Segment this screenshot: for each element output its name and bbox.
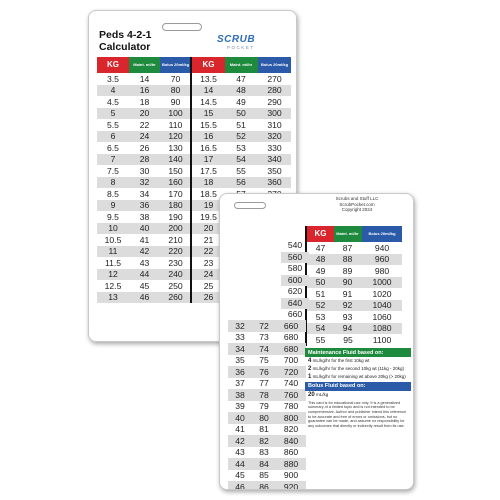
maint-cell: 79: [259, 401, 269, 412]
copyright: Copyright 2024: [341, 207, 373, 212]
kg-cell: 13: [97, 292, 129, 304]
kg-cell: 5.5: [107, 119, 119, 130]
maint-cell: 42: [129, 246, 160, 258]
bolus-cell: 740: [283, 378, 299, 389]
kg-cell: 50: [306, 277, 334, 289]
bolus-cell: 100: [160, 108, 191, 120]
kg-cell: 55: [306, 334, 334, 346]
table-row: [97, 269, 191, 281]
maint-cell: 53: [236, 142, 246, 153]
maintenance-rate: 2: [308, 366, 312, 373]
maint-cell: 51: [236, 119, 246, 130]
kg-cell: 12: [97, 269, 129, 281]
maint-cell: 16: [129, 85, 160, 97]
kg-header: KG: [191, 57, 225, 73]
table-row: [306, 242, 402, 254]
partial-bolus-value: 560: [281, 252, 309, 264]
bolus-cell: 320: [258, 131, 291, 143]
maint-header: Maint. ml/hr: [129, 57, 160, 73]
title-line-2: Calculator: [99, 41, 151, 53]
bolus-cell: 800: [276, 412, 306, 424]
kg-cell: 20: [191, 223, 225, 235]
bolus-cell: 130: [168, 142, 183, 153]
company-website: ScrubPocket.com: [339, 201, 375, 207]
kg-cell: 23: [191, 257, 225, 269]
maint-cell: 94: [334, 323, 362, 335]
table-row: [306, 254, 402, 266]
table-row: [97, 257, 191, 269]
kg-cell: 19: [191, 200, 225, 212]
kg-cell: 53: [306, 311, 334, 323]
maintenance-rate: 1: [308, 374, 312, 381]
maint-header: Maint. ml/hr: [225, 57, 258, 73]
maintenance-header: Maintenance Fluid based on:: [305, 348, 411, 357]
scrub-pocket-logo: [217, 34, 263, 56]
maint-cell: 18: [139, 96, 150, 107]
table-row: [191, 154, 291, 166]
maint-cell: 55: [236, 165, 246, 176]
table-row: [97, 246, 191, 258]
maint-cell: 95: [343, 334, 353, 345]
kg-cell: 7: [97, 154, 129, 166]
kg-cell: 4.5: [107, 96, 119, 107]
table-row: [97, 142, 191, 154]
kg-cell: 9.5: [107, 211, 119, 222]
maint-cell: 30: [139, 165, 150, 176]
kg-cell: 26: [191, 292, 225, 304]
maintenance-line: [305, 357, 411, 365]
table-row: [97, 119, 191, 131]
company-name: Scrubs and Stuff LLC: [335, 196, 379, 201]
partial-bolus-value: 540: [287, 240, 303, 250]
bolus-cell: 80: [160, 85, 191, 97]
kg-cell: 18.5: [191, 188, 225, 200]
kg-cell: 18: [191, 177, 225, 189]
table-row: [97, 131, 191, 143]
bolus-cell: 980: [374, 265, 390, 276]
bolus-cell: 760: [276, 389, 306, 401]
maint-cell: 75: [259, 355, 269, 366]
maint-cell: 52: [225, 131, 258, 143]
bolus-cell: 170: [168, 188, 183, 199]
bolus-cell: 250: [168, 280, 183, 291]
logo-text: SCRUB: [217, 34, 256, 45]
bolus-cell: 290: [267, 96, 282, 107]
maint-cell: 41: [139, 234, 150, 245]
bolus-cell: 880: [276, 458, 306, 470]
kg-cell: 6: [97, 131, 129, 143]
bolus-unit: mL/kg: [315, 391, 329, 397]
bolus-cell: 700: [283, 355, 299, 366]
card-title: [99, 29, 152, 53]
maint-cell: 36: [129, 200, 160, 212]
bolus-cell: 1060: [372, 311, 392, 322]
table-row: [228, 401, 306, 413]
bolus-cell: 110: [168, 119, 183, 130]
kg-header: KG: [97, 57, 129, 73]
kg-cell: 44: [228, 458, 252, 470]
maint-cell: 84: [252, 458, 276, 470]
kg-cell: 4: [97, 85, 129, 97]
table-row: [97, 96, 191, 108]
table-row: [97, 108, 191, 120]
kg-cell: 8: [97, 177, 129, 189]
maint-cell: 83: [259, 447, 269, 458]
bolus-cell: 900: [283, 470, 299, 481]
maint-cell: 78: [252, 389, 276, 401]
kg-cell: 19.5: [191, 211, 225, 223]
maint-cell: 14: [139, 73, 150, 84]
maint-cell: 74: [252, 343, 276, 355]
kg-cell: 8.5: [107, 188, 119, 199]
table-row: [306, 288, 402, 300]
table-row: [97, 211, 191, 223]
kg-cell: 41: [235, 424, 245, 435]
kg-cell: 38: [228, 389, 252, 401]
kg-header: KG: [306, 226, 334, 242]
maintenance-text: mL/kg/hr for remaining wt above 20kg (> 20kg): [311, 374, 406, 380]
table-row: [191, 108, 291, 120]
maint-cell: 40: [129, 223, 160, 235]
maint-cell: 81: [259, 424, 269, 435]
maint-cell: 46: [129, 292, 160, 304]
bolus-cell: 210: [168, 234, 183, 245]
maint-cell: 32: [129, 177, 160, 189]
table-row: [306, 311, 402, 323]
bolus-cell: 1000: [362, 277, 402, 289]
kg-cell: 21: [191, 234, 225, 246]
kg-cell: 22: [191, 246, 225, 258]
bolus-cell: 1040: [362, 300, 402, 312]
kg-cell: 39: [235, 401, 245, 412]
kg-cell: 10: [97, 223, 129, 235]
table-row: [97, 234, 191, 246]
bolus-cell: 1020: [372, 288, 392, 299]
bolus-cell: 160: [160, 177, 191, 189]
maint-cell: 43: [139, 257, 150, 268]
bolus-cell: 140: [160, 154, 191, 166]
kg-cell: 15: [191, 108, 225, 120]
table-row: [191, 165, 291, 177]
table-row: [191, 73, 291, 85]
front-left-table: [97, 57, 191, 303]
bolus-cell: 660: [276, 320, 306, 332]
kg-cell: 16.5: [191, 142, 225, 154]
table-row: [228, 435, 306, 447]
kg-cell: 24: [191, 269, 225, 281]
kg-cell: 40: [228, 412, 252, 424]
maint-cell: 88: [334, 254, 362, 266]
partial-bolus-value: 600: [281, 275, 309, 287]
logo-subtext: POCKET: [227, 45, 255, 50]
maint-cell: 28: [129, 154, 160, 166]
table-row: [228, 424, 306, 436]
maint-cell: 48: [225, 85, 258, 97]
lanyard-slot: [162, 23, 202, 31]
table-row: [191, 85, 291, 97]
table-row: [228, 481, 306, 490]
table-row: [228, 389, 306, 401]
table-row: [228, 458, 306, 470]
table-row: [228, 447, 306, 459]
kg-cell: 54: [306, 323, 334, 335]
bolus-cell: 330: [267, 142, 282, 153]
maint-cell: 82: [252, 435, 276, 447]
maint-cell: 45: [139, 280, 150, 291]
kg-cell: 17: [191, 154, 225, 166]
maint-cell: 24: [129, 131, 160, 143]
maint-cell: 34: [139, 188, 150, 199]
bolus-cell: 270: [267, 73, 282, 84]
maint-cell: 91: [342, 288, 353, 299]
bolus-cell: 720: [276, 366, 306, 378]
bolus-cell: 180: [160, 200, 191, 212]
table-row: [228, 355, 306, 367]
maint-cell: 93: [342, 311, 353, 322]
maint-cell: 77: [259, 378, 269, 389]
maint-cell: 73: [259, 332, 269, 343]
bolus-cell: 280: [258, 85, 291, 97]
maint-cell: 72: [252, 320, 276, 332]
maint-cell: 47: [236, 73, 246, 84]
company-info: [307, 196, 407, 213]
bolus-cell: 220: [160, 246, 191, 258]
table-row: [306, 334, 402, 346]
table-row: [228, 470, 306, 482]
bolus-cell: 780: [283, 401, 299, 412]
kg-cell: 14: [191, 85, 225, 97]
maint-cell: 89: [342, 265, 353, 276]
maint-cell: 44: [129, 269, 160, 281]
maintenance-line: [305, 365, 411, 373]
bolus-cell: 340: [258, 154, 291, 166]
kg-cell: 32: [228, 320, 252, 332]
kg-cell: 42: [228, 435, 252, 447]
maintenance-lines: [305, 357, 411, 382]
maintenance-panel: [305, 348, 411, 430]
bolus-cell: 70: [170, 73, 181, 84]
kg-cell: 12.5: [104, 280, 122, 291]
kg-cell: 49: [306, 265, 334, 277]
maint-cell: 90: [334, 277, 362, 289]
bolus-header: Bolus 20ml/kg: [160, 57, 191, 73]
bolus-cell: 360: [258, 177, 291, 189]
kg-cell: 25: [191, 280, 225, 292]
table-row: [97, 280, 191, 292]
bolus-cell: 680: [283, 332, 299, 343]
table-row: [97, 200, 191, 212]
partial-bolus-value: 620: [287, 286, 303, 296]
kg-cell: 51: [306, 288, 334, 300]
bolus-cell: 960: [362, 254, 402, 266]
title-line-1: Peds 4-2-1: [99, 29, 152, 41]
maintenance-line: [305, 373, 411, 381]
back-card: [219, 193, 414, 490]
maint-cell: 20: [129, 108, 160, 120]
table-row: [228, 332, 306, 344]
bolus-cell: 90: [170, 96, 181, 107]
maintenance-rate: 4: [308, 358, 312, 364]
maint-cell: 49: [236, 96, 246, 107]
table-row: [97, 85, 191, 97]
bolus-cell: 820: [283, 424, 299, 435]
bolus-cell: 920: [276, 481, 306, 490]
back-right-table: [305, 226, 402, 346]
back-left-table: [228, 320, 306, 490]
maint-cell: 22: [139, 119, 150, 130]
table-row: [97, 223, 191, 235]
bolus-cell: 350: [267, 165, 282, 176]
maint-cell: 54: [225, 154, 258, 166]
maint-cell: 80: [252, 412, 276, 424]
table-row: [191, 142, 291, 154]
kg-cell: 7.5: [107, 165, 119, 176]
bolus-cell: 840: [276, 435, 306, 447]
kg-cell: 34: [228, 343, 252, 355]
lanyard-slot: [234, 202, 266, 209]
table-row: [191, 131, 291, 143]
kg-cell: 17.5: [191, 165, 225, 177]
kg-cell: 35: [235, 355, 245, 366]
partial-bolus-value: 660: [287, 309, 303, 319]
kg-cell: 6.5: [107, 142, 119, 153]
maint-cell: 87: [342, 242, 353, 253]
kg-cell: 37: [235, 378, 245, 389]
table-row: [228, 412, 306, 424]
kg-cell: 13.5: [191, 73, 225, 85]
table-row: [191, 96, 291, 108]
maint-cell: 56: [225, 177, 258, 189]
disclaimer: This card is for educational use only. It is a generalized summary of a limited topic and is not intended to be comprehensive. Author and publisher intend this reference to be accurate and free of errors or omissions, but no guarantee can be made, and assume no responsibility for any outcomes that directly or indirectly result from its use.: [308, 400, 407, 428]
bolus-cell: 120: [160, 131, 191, 143]
bolus-cell: 860: [283, 447, 299, 458]
kg-cell: 36: [228, 366, 252, 378]
bolus-cell: 240: [160, 269, 191, 281]
bolus-cell: 310: [267, 119, 282, 130]
table-row: [97, 165, 191, 177]
bolus-header: Bolus 20ml/kg: [258, 57, 291, 73]
kg-cell: 48: [306, 254, 334, 266]
maint-cell: 38: [139, 211, 150, 222]
table-row: [306, 265, 402, 277]
maintenance-text: mL/kg/hr for the second 10kg wt (11kg - 20kg): [311, 366, 405, 372]
maint-cell: 76: [252, 366, 276, 378]
table-row: [228, 320, 306, 332]
bolus-cell: 230: [168, 257, 183, 268]
kg-cell: 16: [191, 131, 225, 143]
bolus-cell: 200: [160, 223, 191, 235]
kg-cell: 14.5: [191, 96, 225, 108]
table-row: [97, 177, 191, 189]
table-row: [97, 73, 191, 85]
bolus-value: 20: [308, 391, 315, 398]
bolus-header: Bolus 20ml/kg: [362, 226, 402, 242]
kg-cell: 9: [97, 200, 129, 212]
maint-cell: 86: [252, 481, 276, 490]
maintenance-text: mL/kg/hr for the first 10kg wt: [311, 358, 370, 363]
table-row: [191, 177, 291, 189]
table-row: [306, 277, 402, 289]
maint-header: Maint. ml/hr: [334, 226, 362, 242]
kg-cell: 52: [306, 300, 334, 312]
kg-cell: 47: [306, 242, 334, 254]
kg-cell: 3.5: [107, 73, 119, 84]
table-row: [228, 343, 306, 355]
kg-cell: 11.5: [104, 257, 122, 268]
table-row: [228, 366, 306, 378]
maint-cell: 92: [334, 300, 362, 312]
table-row: [306, 300, 402, 312]
bolus-cell: 1100: [372, 334, 392, 345]
kg-cell: 46: [228, 481, 252, 490]
kg-cell: 15.5: [191, 119, 225, 131]
bolus-cell: 190: [168, 211, 183, 222]
kg-cell: 11: [97, 246, 129, 258]
bolus-line: [305, 391, 411, 399]
bolus-cell: 260: [160, 292, 191, 304]
bolus-cell: 150: [168, 165, 183, 176]
table-row: [97, 154, 191, 166]
table-row: [97, 292, 191, 304]
bolus-cell: 300: [258, 108, 291, 120]
kg-cell: 45: [235, 470, 245, 481]
table-row: [306, 323, 402, 335]
maint-cell: 85: [259, 470, 269, 481]
kg-cell: 10.5: [104, 234, 122, 245]
kg-cell: 43: [235, 447, 245, 458]
bolus-cell: 940: [374, 242, 390, 253]
maint-cell: 50: [225, 108, 258, 120]
table-row: [228, 378, 306, 390]
back-partial-column: [281, 240, 309, 321]
bolus-cell: 1080: [362, 323, 402, 335]
table-row: [191, 119, 291, 131]
kg-cell: 33: [235, 332, 245, 343]
bolus-fluid-header: Bolus Fluid based on:: [305, 382, 411, 391]
maint-cell: 26: [139, 142, 150, 153]
partial-bolus-value: 580: [287, 263, 303, 273]
bolus-cell: 680: [276, 343, 306, 355]
kg-cell: 5: [97, 108, 129, 120]
partial-bolus-value: 640: [281, 298, 309, 310]
table-row: [97, 188, 191, 200]
